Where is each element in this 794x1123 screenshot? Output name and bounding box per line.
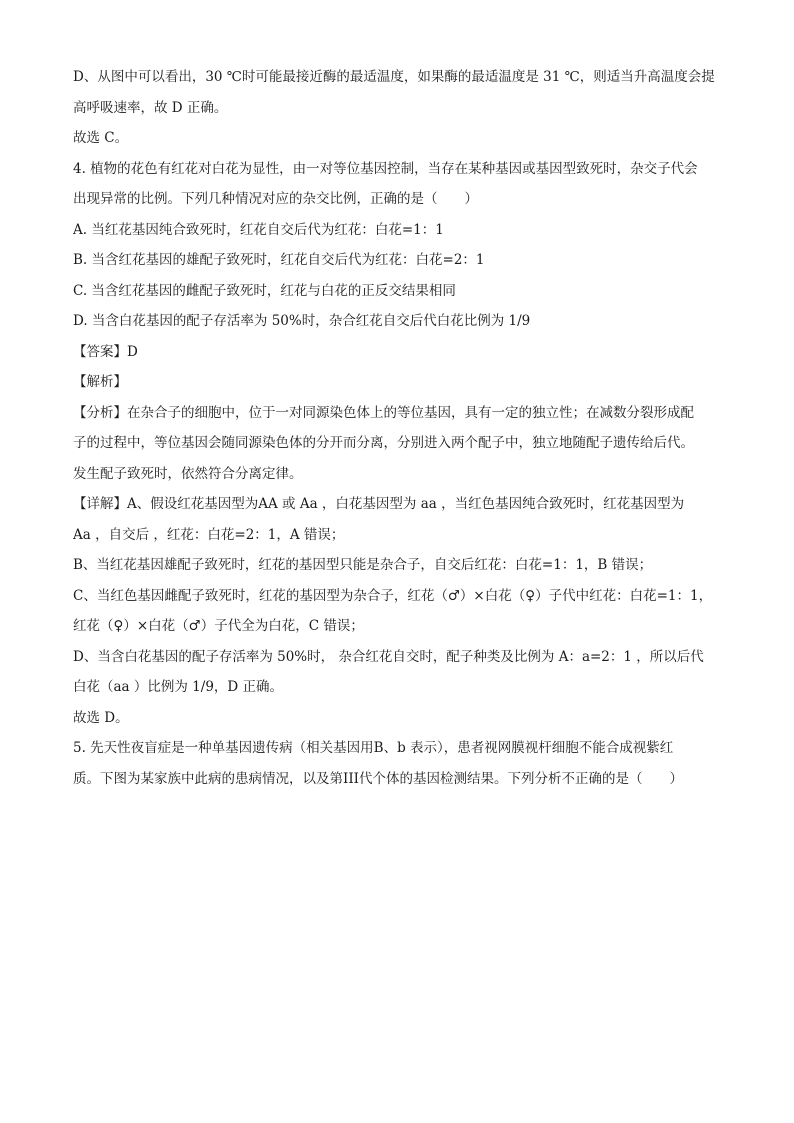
text-line-3: 故选 C。 bbox=[73, 130, 129, 146]
answer-label: 【答案】D bbox=[73, 343, 138, 360]
analysis-text-1: 【分析】在杂合子的细胞中，位于一对同源染色体上的等位基因，具有一定的独立性；在减数分裂形成配 bbox=[73, 404, 694, 421]
analysis-label: 【解析】 bbox=[73, 374, 127, 390]
detail-text-2: Aa ，自交后 ，红花：白花=2：1，A 错误； bbox=[73, 526, 345, 543]
detail-text-4: C、当红色基因雌配子致死时，红花的基因型为杂合子，红花（♂）×白花（♀）子代中红花：白花=1：1， bbox=[73, 587, 713, 604]
analysis-text-2: 子的过程中，等位基因会随同源染色体的分开而分离，分别进入两个配子中，独立地随配子遗传给后代。 bbox=[73, 435, 694, 451]
question-5-stem-1: 5. 先天性夜盲症是一种单基因遗传病（相关基因用B、b 表示），患者视网膜视杆细胞不能合成视紫红 bbox=[73, 740, 674, 756]
choice-conclusion: 故选 D。 bbox=[73, 709, 129, 726]
text-line-2: 高呼吸速率，故 D 正确。 bbox=[73, 99, 228, 116]
question-4-stem-1: 4. 植物的花色有红花对白花为显性，由一对等位基因控制，当存在某种基因或基因型致死时，杂交子代会 bbox=[73, 160, 698, 177]
detail-text-6: D、当含白花基因的配子存活率为 50%时， 杂合红花自交时，配子种类及比例为 A：a=2：1 ，所以后代 bbox=[73, 648, 704, 665]
detail-text-5: 红花（♀）×白花（♂）子代全为白花，C 错误； bbox=[73, 618, 364, 634]
question-5-stem-2: 质。下图为某家族中此病的患病情况，以及第III代个体的基因检测结果。下列分析不正确的是（ ） bbox=[73, 770, 683, 787]
question-4-option-c: C. 当含红花基因的雌配子致死时，红花与白花的正反交结果相同 bbox=[73, 282, 456, 299]
question-4-option-d: D. 当含白花基因的配子存活率为 50%时，杂合红花自交后代白花比例为 1/9 bbox=[73, 313, 531, 329]
detail-text-7: 白花（aa ）比例为 1/9，D 正确。 bbox=[73, 679, 284, 695]
text-line-1: D、从图中可以看出，30 ℃时可能最接近酶的最适温度，如果酶的最适温度是 31 ℃，则适当升高温度会提 bbox=[73, 69, 715, 85]
detail-text-1: 【详解】A、假设红花基因型为AA 或 Aa ，白花基因型为 aa ，当红色基因纯合致死时，红花基因型为 bbox=[73, 496, 685, 512]
detail-text-3: B、当红花基因雄配子致死时，红花的基因型只能是杂合子，自交后红花：白花=1：1，B 错误； bbox=[73, 557, 653, 573]
analysis-text-3: 发生配子致死时，依然符合分离定律。 bbox=[73, 465, 303, 482]
document-page bbox=[73, 62, 733, 794]
question-4-stem-2: 出现异常的比例。下列几种情况对应的杂交比例，正确的是（ ） bbox=[73, 191, 478, 207]
question-4-option-a: A. 当红花基因纯合致死时，红花自交后代为红花：白花=1：1 bbox=[73, 221, 444, 238]
question-4-option-b: B. 当含红花基因的雄配子致死时，红花自交后代为红花：白花=2：1 bbox=[73, 252, 485, 268]
